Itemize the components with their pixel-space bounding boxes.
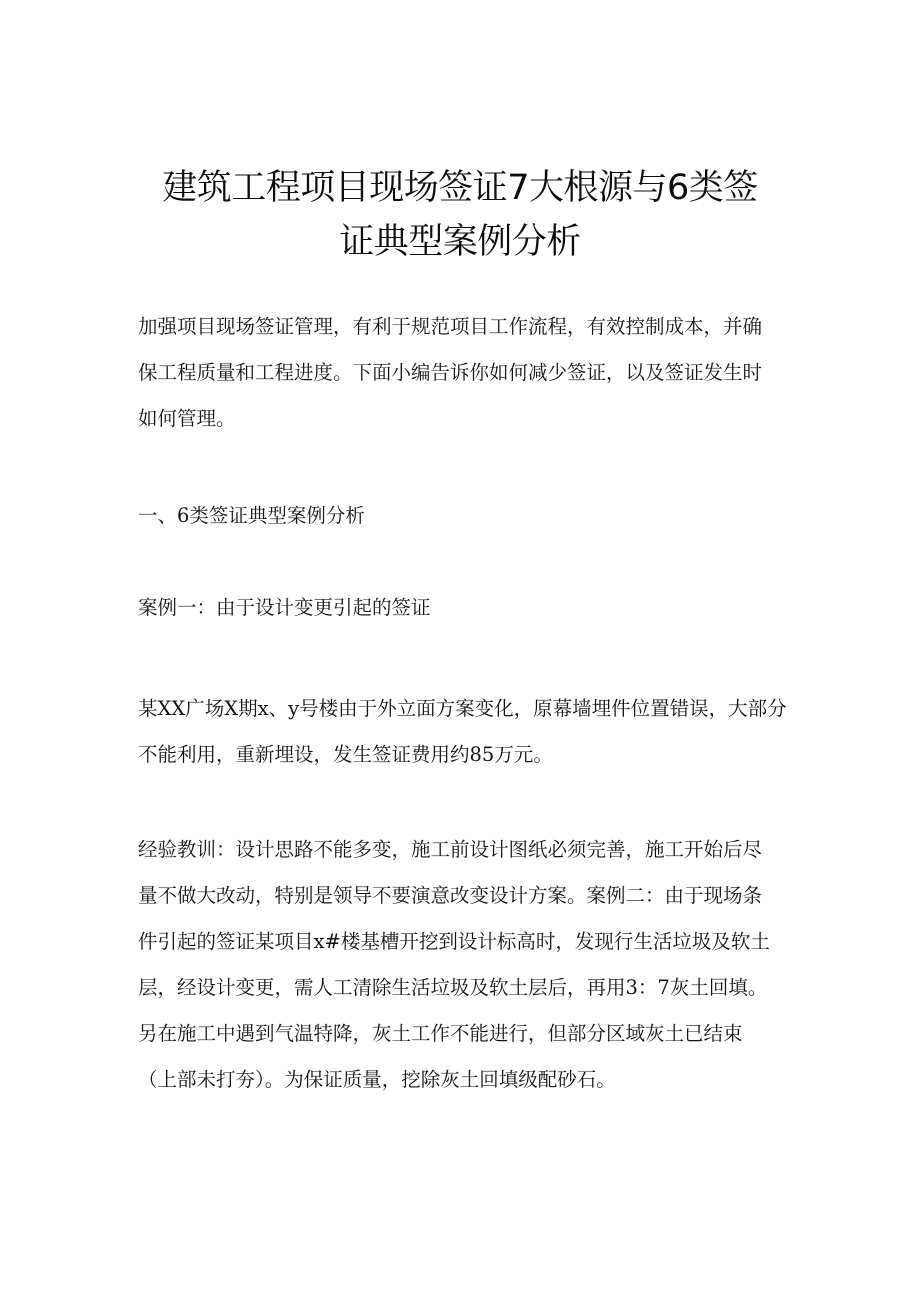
section-heading	[138, 493, 798, 539]
case-one-line-2: 不能利用，重新埋设，发生签证费用约85万元。	[138, 743, 553, 766]
lesson-line-1: 经验教训：设计思路不能多变，施工前设计图纸必须完善，施工开始后尽	[138, 838, 763, 861]
section-heading-text: 一、6类签证典型案例分析	[138, 504, 365, 527]
intro-paragraph	[138, 304, 798, 442]
document-title-line-1: 建筑工程项目现场签证7大根源与6类签	[162, 168, 758, 208]
case-one-heading-text: 案例一：由于设计变更引起的签证	[138, 596, 431, 619]
lesson-line-2: 量不做大改动，特别是领导不要演意改变设计方案。案例二：由于现场条	[138, 884, 763, 907]
intro-line-3: 如何管理。	[138, 407, 236, 430]
case-one-heading	[138, 585, 798, 631]
case-one-line-1: 某XX广场X期x、y号楼由于外立面方案变化，原幕墙埋件位置错误，大部分	[138, 697, 787, 720]
lesson-line-6: （上部未打夯）。为保证质量，挖除灰土回填级配砂石。	[138, 1068, 616, 1091]
lesson-line-5: 另在施工中遇到气温特降，灰土工作不能进行，但部分区域灰土已结束	[138, 1022, 743, 1045]
lesson-paragraph	[138, 827, 798, 1103]
lesson-line-3: 件引起的签证某项目x#楼基槽开挖到设计标高时，发现行生活垃圾及软土	[138, 930, 770, 953]
intro-line-1: 加强项目现场签证管理，有利于规范项目工作流程，有效控制成本，并确	[138, 315, 763, 338]
intro-line-2: 保工程质量和工程进度。下面小编告诉你如何减少签证，以及签证发生时	[138, 361, 763, 384]
document-title-line-2: 证典型案例分析	[339, 222, 581, 262]
case-one-paragraph	[138, 686, 798, 778]
lesson-line-4: 层，经设计变更，需人工清除生活垃圾及软土层后，再用3：7灰土回填。	[138, 976, 768, 999]
